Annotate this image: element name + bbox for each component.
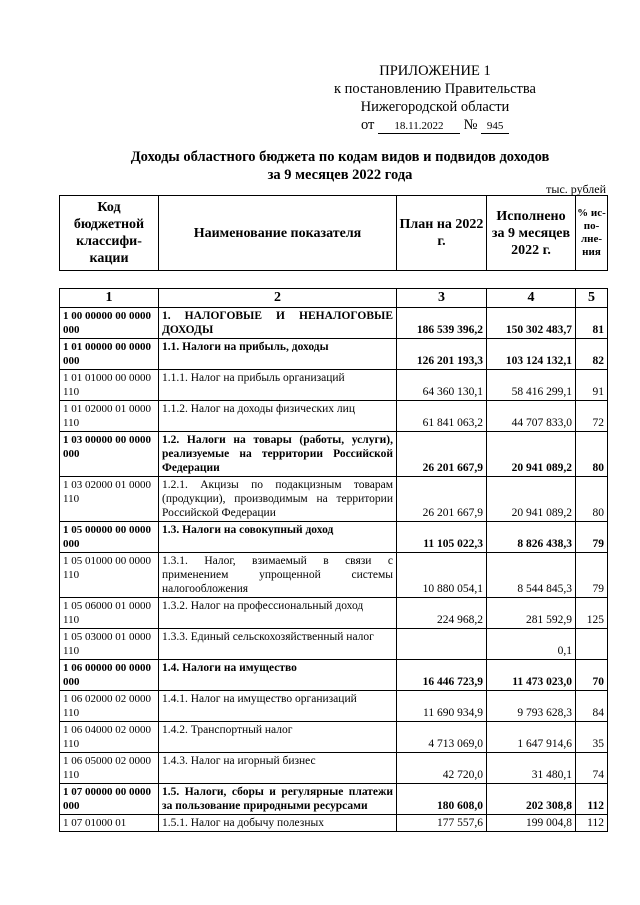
indicator-name-cell: 1.4. Налоги на имущество <box>159 660 397 691</box>
fact-cell: 8 544 845,3 <box>487 553 576 598</box>
fact-cell: 44 707 833,0 <box>487 401 576 432</box>
code-cell: 1 03 00000 00 0000 000 <box>60 432 159 477</box>
appendix-title: ПРИЛОЖЕНИЕ 1 <box>379 63 491 79</box>
table-row <box>60 370 608 401</box>
col-number: 3 <box>397 289 487 308</box>
table-row <box>60 660 608 691</box>
fact-cell: 199 004,8 <box>487 815 576 832</box>
code-cell: 1 01 01000 00 0000 110 <box>60 370 159 401</box>
fact-cell: 150 302 483,7 <box>487 308 576 339</box>
col-number: 4 <box>487 289 576 308</box>
plan-cell: 4 713 069,0 <box>397 722 487 753</box>
appendix-date: 18.11.2022 <box>378 119 460 134</box>
table-row <box>60 722 608 753</box>
appendix-number: 945 <box>481 119 509 134</box>
fact-cell: 202 308,8 <box>487 784 576 815</box>
table-row <box>60 784 608 815</box>
indicator-name-cell: 1.2.1. Акцизы по подакцизным товарам (продукции), производимым на территории Российской Федерации <box>159 477 397 522</box>
table-row <box>60 598 608 629</box>
revenue-table <box>59 288 608 832</box>
header-fact: Исполнено за 9 месяцев 2022 г. <box>487 196 576 271</box>
percent-cell: 81 <box>576 308 608 339</box>
plan-cell <box>397 629 487 660</box>
indicator-name-cell: 1.1.2. Налог на доходы физических лиц <box>159 401 397 432</box>
code-cell: 1 01 00000 00 0000 000 <box>60 339 159 370</box>
code-cell: 1 05 06000 01 0000 110 <box>60 598 159 629</box>
title-line-1: Доходы областного бюджета по кодам видов и подвидов доходов <box>130 149 550 165</box>
plan-cell: 64 360 130,1 <box>397 370 487 401</box>
indicator-name-cell: 1.4.3. Налог на игорный бизнес <box>159 753 397 784</box>
code-cell: 1 06 05000 02 0000 110 <box>60 753 159 784</box>
percent-cell: 80 <box>576 432 608 477</box>
header-code: Код бюджетной классифи-кации <box>60 196 159 271</box>
code-cell: 1 06 04000 02 0000 110 <box>60 722 159 753</box>
indicator-name-cell: 1.5.1. Налог на добычу полезных <box>159 815 397 832</box>
percent-cell: 91 <box>576 370 608 401</box>
percent-cell: 112 <box>576 815 608 832</box>
fact-cell: 11 473 023,0 <box>487 660 576 691</box>
percent-cell: 82 <box>576 339 608 370</box>
table-row <box>60 522 608 553</box>
header-table <box>59 195 608 271</box>
percent-cell: 79 <box>576 553 608 598</box>
code-cell: 1 01 02000 01 0000 110 <box>60 401 159 432</box>
table-row <box>60 553 608 598</box>
plan-cell: 26 201 667,9 <box>397 477 487 522</box>
percent-cell: 70 <box>576 660 608 691</box>
table-row <box>60 477 608 522</box>
plan-cell: 16 446 723,9 <box>397 660 487 691</box>
date-label: от <box>360 117 375 133</box>
code-cell: 1 06 00000 00 0000 000 <box>60 660 159 691</box>
fact-cell: 20 941 089,2 <box>487 432 576 477</box>
title-line-2: за 9 месяцев 2022 года <box>267 167 413 183</box>
code-cell: 1 07 01000 01 <box>60 815 159 832</box>
percent-cell: 84 <box>576 691 608 722</box>
header-percent: % ис-по-лне-ния <box>576 196 608 271</box>
units-label: тыс. рублей <box>546 182 606 196</box>
table-row <box>60 432 608 477</box>
indicator-name-cell: 1.3.1. Налог, взимаемый в связи с применением упрощенной системы налогообложения <box>159 553 397 598</box>
code-cell: 1 05 01000 00 0000 110 <box>60 553 159 598</box>
percent-cell: 112 <box>576 784 608 815</box>
code-cell: 1 07 00000 00 0000 000 <box>60 784 159 815</box>
appendix-line-1: к постановлению Правительства <box>334 81 536 97</box>
header-plan: План на 2022 г. <box>397 196 487 271</box>
percent-cell: 79 <box>576 522 608 553</box>
col-number: 1 <box>60 289 159 308</box>
indicator-name-cell: 1. НАЛОГОВЫЕ И НЕНАЛОГОВЫЕ ДОХОДЫ <box>159 308 397 339</box>
percent-cell: 125 <box>576 598 608 629</box>
plan-cell: 177 557,6 <box>397 815 487 832</box>
appendix-line-2: Нижегородской области <box>360 99 510 115</box>
code-cell: 1 00 00000 00 0000 000 <box>60 308 159 339</box>
plan-cell: 26 201 667,9 <box>397 432 487 477</box>
percent-cell: 35 <box>576 722 608 753</box>
percent-cell: 74 <box>576 753 608 784</box>
plan-cell: 224 968,2 <box>397 598 487 629</box>
percent-cell <box>576 629 608 660</box>
table-row <box>60 691 608 722</box>
code-cell: 1 05 03000 01 0000 110 <box>60 629 159 660</box>
table-row <box>60 401 608 432</box>
appendix-block <box>320 62 550 134</box>
plan-cell: 42 720,0 <box>397 753 487 784</box>
plan-cell: 126 201 193,3 <box>397 339 487 370</box>
indicator-name-cell: 1.5. Налоги, сборы и регулярные платежи за пользование природными ресурсами <box>159 784 397 815</box>
indicator-name-cell: 1.2. Налоги на товары (работы, услуги), реализуемые на территории Российской Федерации <box>159 432 397 477</box>
column-number-row <box>60 289 608 308</box>
col-number: 2 <box>159 289 397 308</box>
appendix-date-row <box>320 116 550 134</box>
indicator-name-cell: 1.4.1. Налог на имущество организаций <box>159 691 397 722</box>
number-label: № <box>463 117 478 133</box>
percent-cell: 72 <box>576 401 608 432</box>
fact-cell: 9 793 628,3 <box>487 691 576 722</box>
fact-cell: 281 592,9 <box>487 598 576 629</box>
plan-cell: 180 608,0 <box>397 784 487 815</box>
indicator-name-cell: 1.3. Налоги на совокупный доход <box>159 522 397 553</box>
fact-cell: 1 647 914,6 <box>487 722 576 753</box>
table-row <box>60 815 608 832</box>
plan-cell: 61 841 063,2 <box>397 401 487 432</box>
document-title <box>80 148 600 184</box>
indicator-name-cell: 1.3.2. Налог на профессиональный доход <box>159 598 397 629</box>
code-cell: 1 05 00000 00 0000 000 <box>60 522 159 553</box>
plan-cell: 11 690 934,9 <box>397 691 487 722</box>
percent-cell: 80 <box>576 477 608 522</box>
fact-cell: 20 941 089,2 <box>487 477 576 522</box>
table-row <box>60 629 608 660</box>
fact-cell: 58 416 299,1 <box>487 370 576 401</box>
indicator-name-cell: 1.1. Налоги на прибыль, доходы <box>159 339 397 370</box>
code-cell: 1 03 02000 01 0000 110 <box>60 477 159 522</box>
fact-cell: 103 124 132,1 <box>487 339 576 370</box>
col-number: 5 <box>576 289 608 308</box>
indicator-name-cell: 1.4.2. Транспортный налог <box>159 722 397 753</box>
table-row <box>60 339 608 370</box>
fact-cell: 8 826 438,3 <box>487 522 576 553</box>
plan-cell: 11 105 022,3 <box>397 522 487 553</box>
table-row <box>60 308 608 339</box>
plan-cell: 10 880 054,1 <box>397 553 487 598</box>
code-cell: 1 06 02000 02 0000 110 <box>60 691 159 722</box>
header-name: Наименование показателя <box>159 196 397 271</box>
plan-cell: 186 539 396,2 <box>397 308 487 339</box>
fact-cell: 0,1 <box>487 629 576 660</box>
indicator-name-cell: 1.3.3. Единый сельскохозяйственный налог <box>159 629 397 660</box>
table-row <box>60 753 608 784</box>
indicator-name-cell: 1.1.1. Налог на прибыль организаций <box>159 370 397 401</box>
fact-cell: 31 480,1 <box>487 753 576 784</box>
